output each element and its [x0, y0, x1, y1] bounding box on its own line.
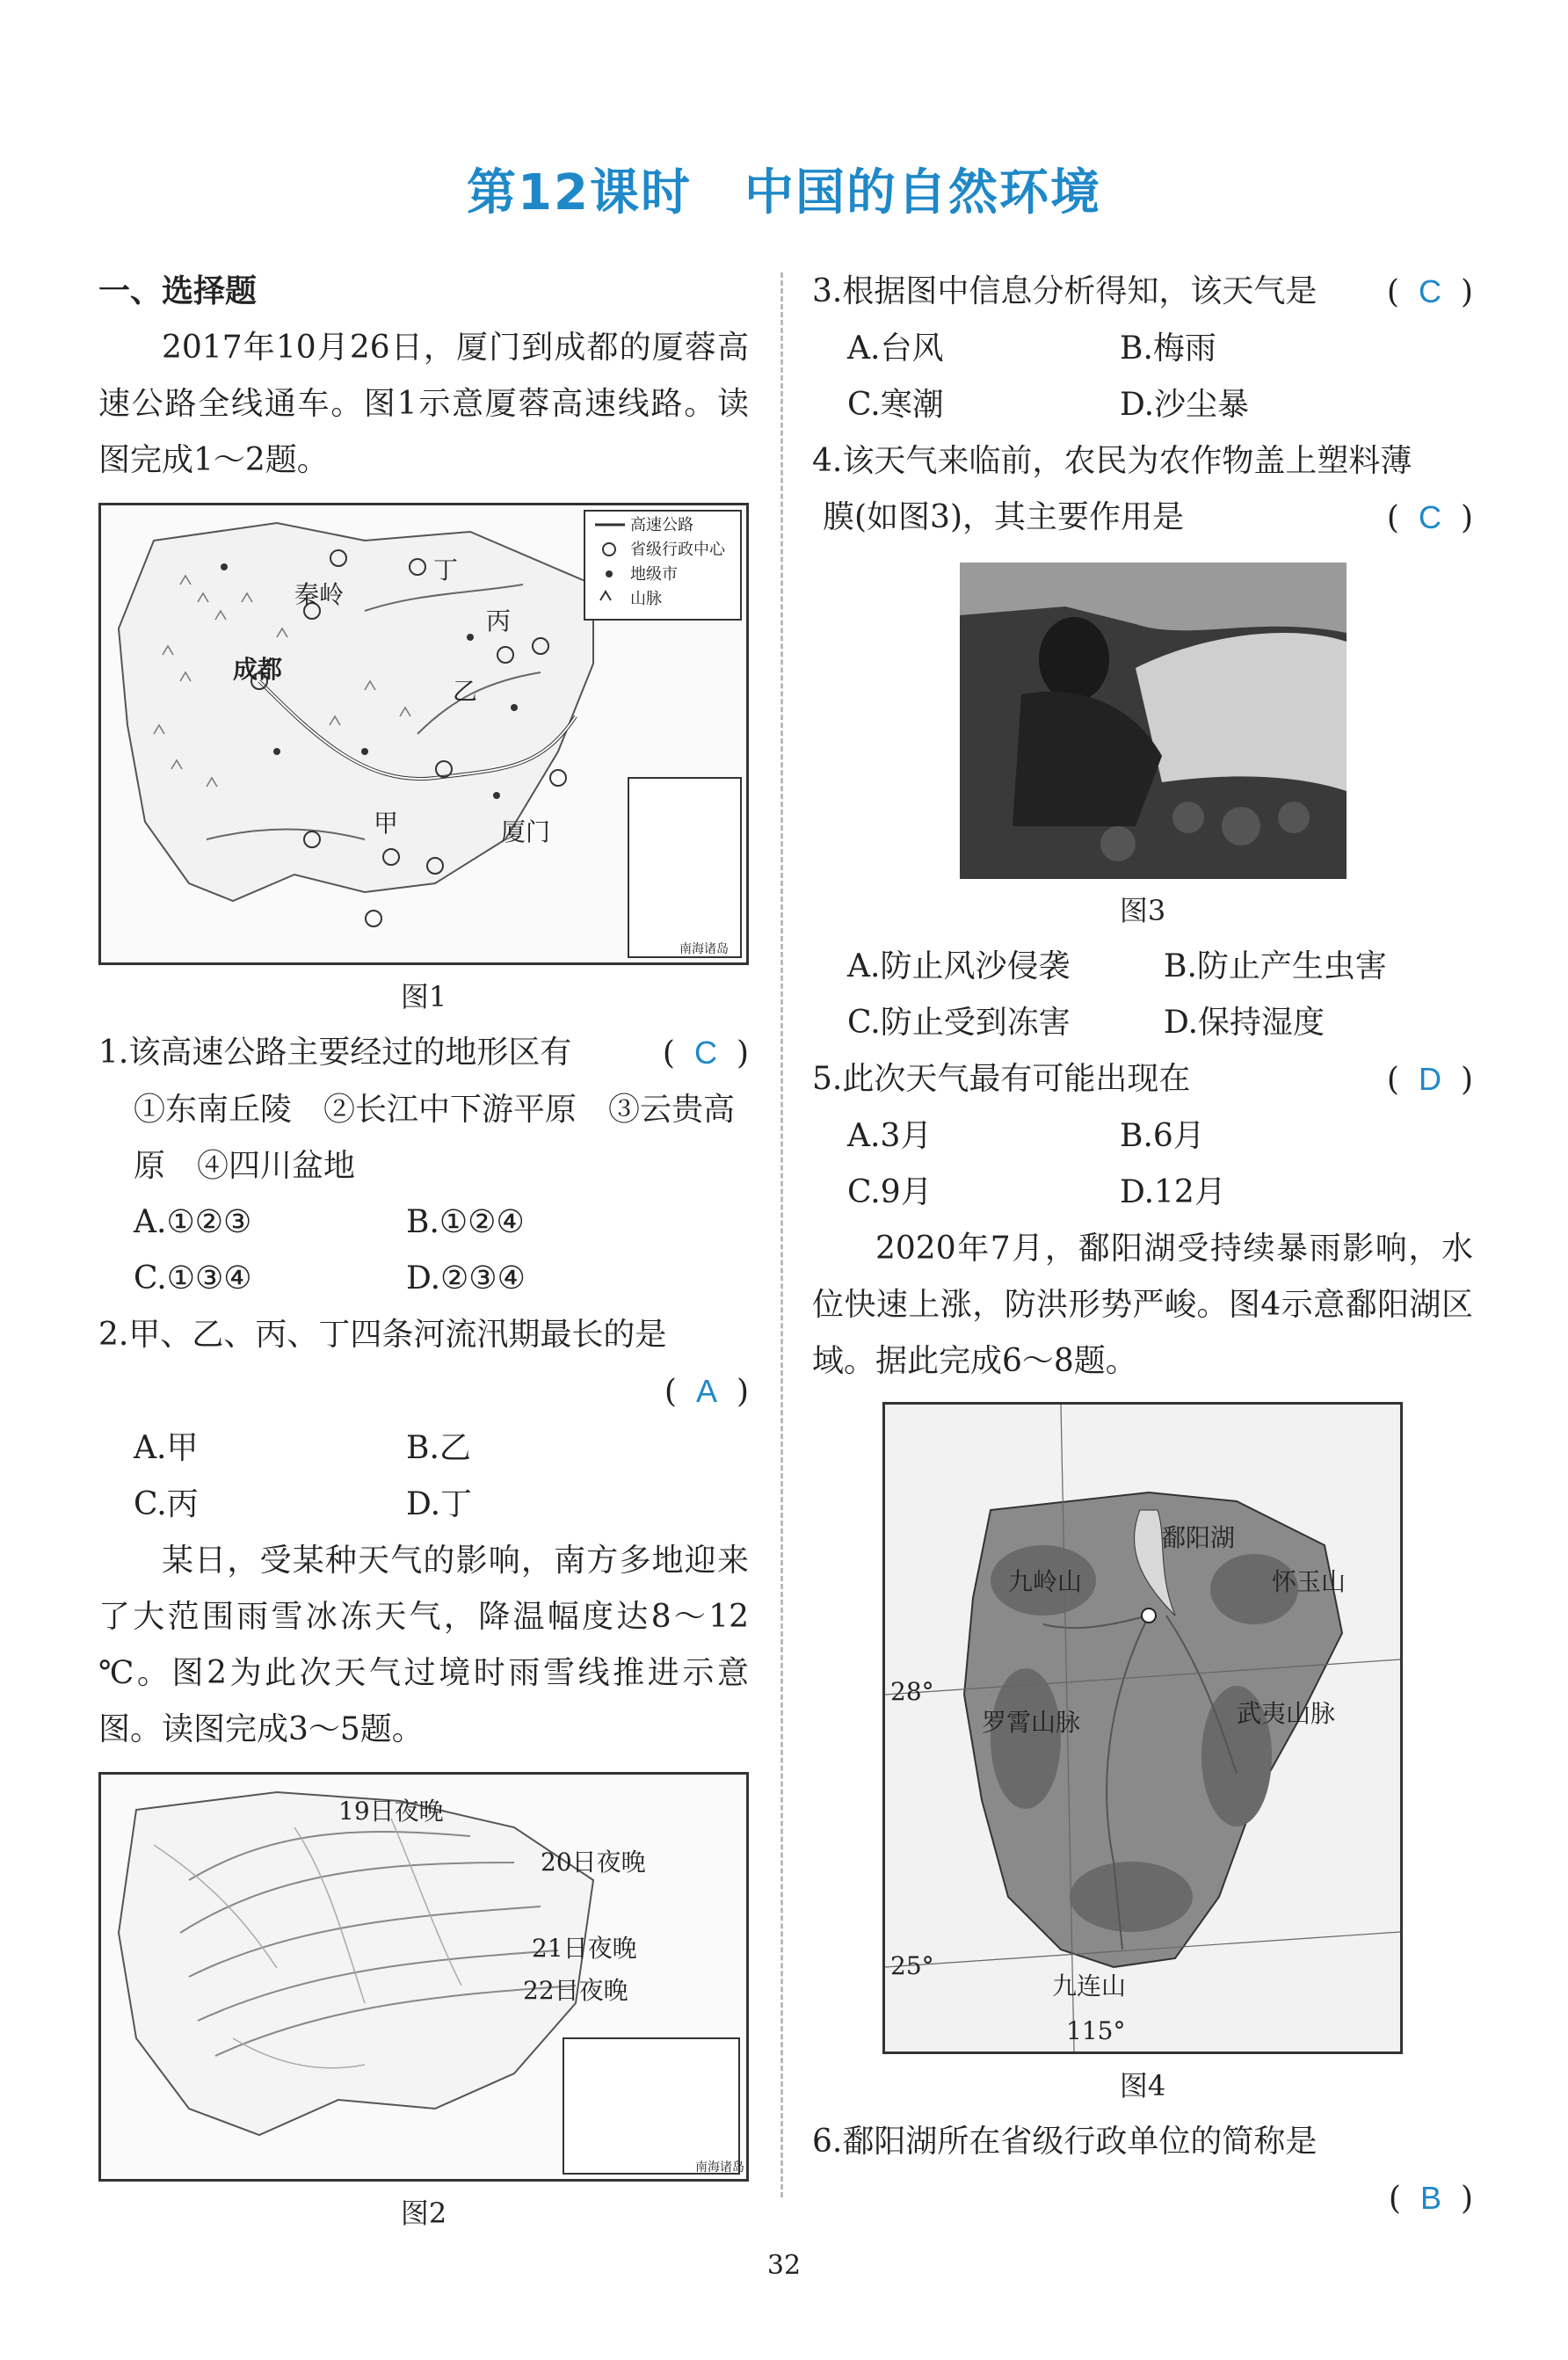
question-3-answer: C: [1418, 273, 1441, 309]
right-column: [812, 264, 1473, 2227]
figure-1-caption: 图1: [400, 980, 447, 1013]
question-1-answer: C: [693, 1035, 717, 1071]
option-d: D.12月: [1120, 1174, 1226, 1210]
question-6-answer-line: ( B ): [1388, 2180, 1473, 2217]
option-a: A.3月: [847, 1118, 933, 1154]
page-number: 32: [766, 2250, 802, 2281]
option-a: A.①②③: [134, 1204, 252, 1240]
lesson-number: 第12课时: [467, 164, 692, 221]
question-2-options: [98, 1420, 749, 1533]
question-5-options: [812, 1108, 1473, 1221]
option-a: A.甲: [134, 1430, 199, 1466]
label-lon-115: 115°: [1066, 2016, 1126, 2045]
farmer-photo: [960, 563, 1347, 879]
question-3: 3.根据图中信息分析得知，该天气是 ( C ): [812, 264, 1473, 321]
option-c: C.①③④: [134, 1260, 252, 1296]
label-huaiyu-mountain: 怀玉山: [1272, 1567, 1347, 1596]
option-a: A.台风: [847, 330, 944, 367]
question-4: [812, 433, 1473, 490]
option-b: B.乙: [406, 1430, 471, 1466]
lesson-topic: 中国的自然环境: [744, 164, 1101, 221]
page-title: [0, 154, 1568, 224]
label-luoxiao-range: 罗霄山脉: [982, 1708, 1081, 1737]
question-5-answer: D: [1418, 1061, 1441, 1097]
option-d: D.②③④: [406, 1260, 526, 1296]
label-20th-night: 20日夜晚: [541, 1848, 646, 1877]
label-21st-night: 21日夜晚: [532, 1934, 637, 1963]
option-c: C.9月: [847, 1174, 933, 1210]
question-2-stem: 2.甲、乙、丙、丁四条河流汛期最长的是: [98, 1317, 667, 1353]
intro-passage-1: 2017年10月26日，厦门到成都的厦蓉高速公路全线通车。图1示意厦蓉高速线路。读图完成1～2题。: [98, 330, 749, 478]
question-4-answer: C: [1418, 499, 1441, 535]
option-b: B.防止产生虫害: [1164, 948, 1387, 984]
label-poyang-lake: 鄱阳湖: [1161, 1523, 1236, 1552]
figure-3-caption: 图3: [1119, 894, 1166, 927]
label-jiuling-mountain: 九岭山: [1008, 1567, 1083, 1596]
label-qinling: 秦岭: [294, 580, 345, 609]
figure-1-map: [98, 503, 749, 965]
question-2: [98, 1307, 749, 1363]
question-2-answer: A: [695, 1373, 717, 1409]
intro-passage-2: 某日，受某种天气的影响，南方多地迎来了大范围雨雪冰冻天气，降温幅度达8～12 ℃。图2为此次天气过境时雨雪线推进示意图。读图完成3～5题。: [98, 1543, 749, 1747]
question-4-options: [812, 939, 1473, 1051]
figure-4-caption: 图4: [1119, 2069, 1166, 2102]
label-chengdu: 成都: [233, 655, 283, 684]
option-c: C.防止受到冻害: [847, 1005, 1071, 1041]
question-4-stem-line-2: 膜(如图3)，其主要作用是: [823, 499, 1184, 535]
question-5: 5.此次天气最有可能出现在 ( D ): [812, 1051, 1473, 1108]
intro-passage-3: 2020年7月，鄱阳湖受持续暴雨影响，水位快速上涨，防洪形势严峻。图4示意鄱阳湖区域。据此完成6～8题。: [812, 1231, 1473, 1379]
option-c: C.丙: [134, 1486, 199, 1522]
label-south-sea-islands: 南海诸岛: [679, 942, 729, 956]
option-b: B.梅雨: [1120, 330, 1216, 367]
figure-2-map: [98, 1772, 749, 2182]
figure-4-map: [882, 1402, 1403, 2054]
option-d: D.沙尘暴: [1120, 387, 1250, 423]
figure-2-caption: 图2: [400, 2197, 447, 2230]
column-divider: [780, 272, 783, 2197]
figure-3-photo: [960, 563, 1347, 879]
question-1-items: ①东南丘陵 ②长江中下游平原 ③云贵高原 ④四川盆地: [134, 1092, 736, 1184]
question-1: 1.该高速公路主要经过的地形区有 ( C ): [98, 1025, 749, 1082]
question-5-stem: 5.此次天气最有可能出现在: [812, 1061, 1191, 1097]
option-b: B.6月: [1120, 1118, 1205, 1154]
question-3-options: [812, 321, 1473, 433]
label-wuyi-range: 武夷山脉: [1237, 1699, 1336, 1728]
question-4-stem-line-1: 4.该天气来临前，农民为农作物盖上塑料薄: [812, 443, 1412, 479]
question-6-stem: 6.鄱阳湖所在省级行政单位的简称是: [812, 2124, 1318, 2160]
label-bing: 丙: [486, 606, 512, 635]
label-lat-25: 25°: [890, 1951, 934, 1980]
option-c: C.寒潮: [847, 387, 944, 423]
legend-mountain: 山脉: [630, 590, 662, 608]
option-d: D.丁: [406, 1486, 473, 1522]
label-19th-night: 19日夜晚: [338, 1797, 444, 1826]
question-3-stem: 3.根据图中信息分析得知，该天气是: [812, 273, 1318, 309]
legend-city: 地级市: [630, 565, 678, 584]
question-4-line-2: 膜(如图3)，其主要作用是 ( C ): [812, 490, 1473, 547]
option-b: B.①②④: [406, 1204, 525, 1240]
legend-provincial-capital: 省级行政中心: [630, 541, 725, 559]
question-1-options: [98, 1195, 749, 1307]
question-2-answer-line: ( A ): [664, 1373, 749, 1410]
label-jia: 甲: [374, 809, 399, 838]
option-a: A.防止风沙侵袭: [847, 948, 1071, 984]
label-south-sea-islands-2: 南海诸岛: [695, 2160, 744, 2175]
legend-highway: 高速公路: [630, 516, 693, 534]
label-22nd-night: 22日夜晚: [523, 1976, 628, 2005]
label-jiulian-mountain: 九连山: [1052, 1972, 1127, 2001]
question-1-stem: 1.该高速公路主要经过的地形区有: [98, 1035, 572, 1071]
label-ding: 丁: [433, 556, 459, 585]
left-column: [98, 264, 749, 2241]
snowline-map: [101, 1775, 746, 2179]
question-6: [812, 2114, 1473, 2170]
label-lat-28: 28°: [890, 1677, 934, 1706]
label-xiamen: 厦门: [501, 817, 551, 846]
option-d: D.保持湿度: [1164, 1005, 1325, 1041]
label-yi: 乙: [453, 677, 478, 706]
section-heading: 一、选择题: [98, 273, 258, 309]
question-6-answer: B: [1419, 2180, 1441, 2216]
